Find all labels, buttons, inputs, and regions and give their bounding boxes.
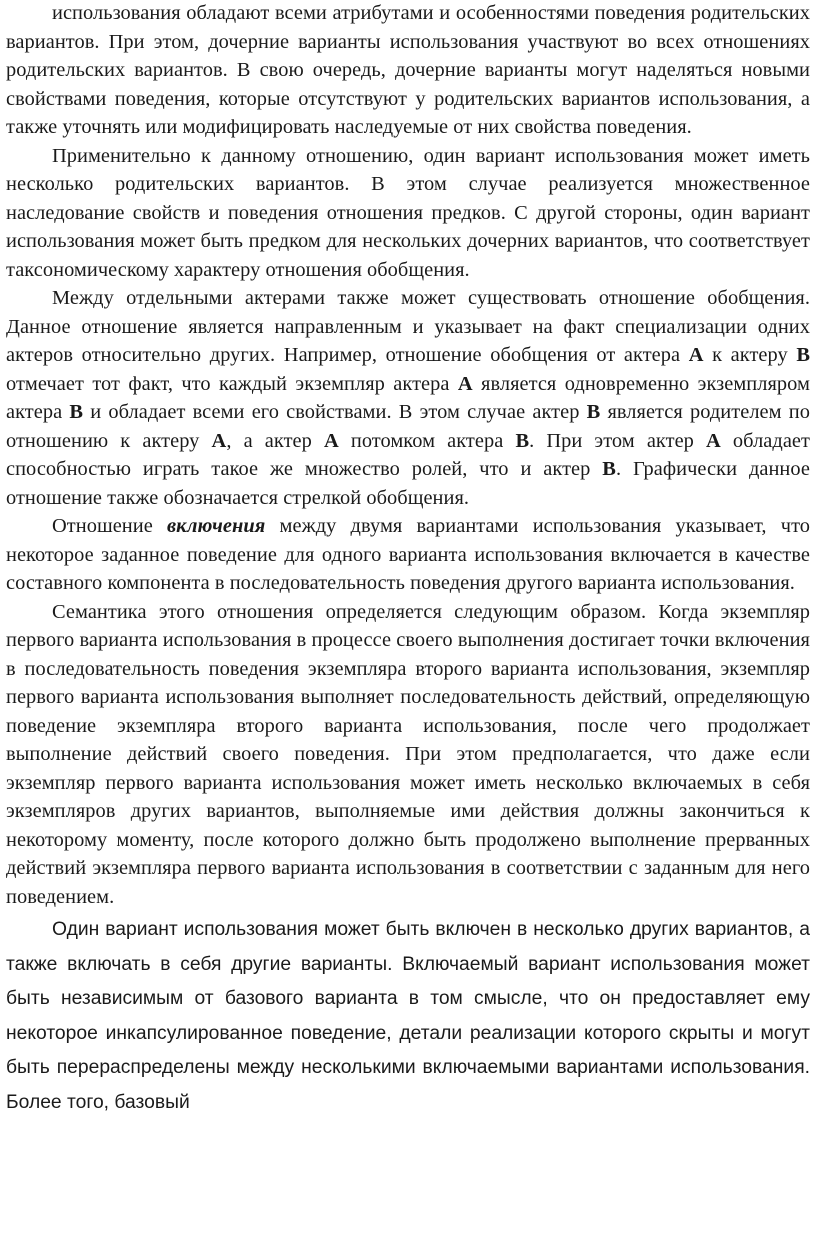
include-term: включения bbox=[167, 515, 266, 537]
actor-a-label: А bbox=[323, 429, 339, 452]
paragraph-3-text: . При этом актер bbox=[529, 429, 707, 452]
paragraph-6: Один вариант использования может быть включен в несколько других вариантов, а также включать в себя другие варианты. Включаемый вариант использования может быть независимым от базового варианта в том смысле, что он предоставляет ему некоторое инкапсулированное поведение, детали реализации которого скрыты и могут быть перераспределены между несколькими включаемыми вариантами использования. Более того, базовый bbox=[6, 919, 810, 1113]
paragraph-3-text: Между отдельными актерами также может существовать отношение обобщения. Данное отношение является направленным и указывает на факт специализации одних актеров относительно других. Например, отношение обобщения от актера bbox=[6, 287, 810, 366]
paragraph-3-text: . Графически данное отношение также обозначается стрелкой обобщения. bbox=[6, 458, 810, 509]
paragraph-3-text: является одновременно экземпляром актера bbox=[6, 372, 810, 423]
paragraph-3 bbox=[6, 284, 810, 512]
paragraph-4-text: Отношение bbox=[52, 515, 168, 537]
paragraph-4 bbox=[6, 512, 810, 598]
actor-a-label: А bbox=[706, 429, 721, 452]
actor-b-label: В bbox=[586, 401, 601, 423]
paragraph-3-text: потомком актера bbox=[338, 429, 516, 452]
paragraph-3-text: , а актер bbox=[226, 429, 324, 452]
actor-b-label: В bbox=[515, 429, 530, 452]
paragraph-1: использования обладают всеми атрибутами и особенностями поведения родительских вариантов. При этом, дочерние варианты использования участвуют во всех отношениях родительских вариантов. В свою очередь, дочерние варианты могут наделяться новыми свойствами поведения, которые отсутствуют у родительских вариантов использования, а также уточнять или модифицировать наследуемые от них свойства поведения. bbox=[6, 2, 810, 138]
actor-a-label: А bbox=[688, 344, 704, 366]
actor-a-label: А bbox=[211, 429, 227, 452]
paragraph-3-text: к актеру bbox=[703, 344, 797, 366]
actor-b-label: В bbox=[602, 458, 616, 480]
actor-a-label: А bbox=[457, 372, 473, 395]
paragraph-3-text: отмечает тот факт, что каждый экземпляр актера bbox=[6, 372, 458, 395]
actor-b-label: В bbox=[69, 401, 84, 423]
paragraph-3-text: является родителем по отношению к актеру bbox=[6, 401, 810, 452]
paragraph-4-text: между двумя вариантами использования указывает, что некоторое заданное поведение для одного варианта использования включается в качестве составного компонента в последовательность поведения другого варианта использования. bbox=[6, 515, 811, 594]
paragraph-5: Семантика этого отношения определяется следующим образом. Когда экземпляр первого варианта использования в процессе своего выполнения достигает точки включения в последовательность поведения экземпляра второго варианта использования, экземпляр первого варианта использования выполняет последовательность действий, определяющую поведение экземпляра второго варианта использования, после чего продолжает выполнение действий своего поведения. При этом предполагается, что даже если экземпляр первого варианта использования может иметь несколько включаемых в себя экземпляров других вариантов, выполняемые ими действия должны закончиться к некоторому моменту, после которого должно быть продолжено выполнение прерванных действий экземпляра первого варианта использования в соответствии с заданным для него поведением. bbox=[6, 600, 810, 908]
paragraph-3-text: обладает способностью играть такое же множество ролей, что и актер bbox=[6, 429, 810, 480]
paragraph-2: Применительно к данному отношению, один вариант использования может иметь несколько родительских вариантов. В этом случае реализуется множественное наследование свойств и поведения отношения предков. С другой стороны, один вариант использования может быть предком для нескольких дочерних вариантов, что соответствует таксономическому характеру отношения обобщения. bbox=[6, 144, 810, 281]
actor-b-label: В bbox=[796, 344, 810, 366]
paragraph-3-text: и обладает всеми его свойствами. В этом случае актер bbox=[83, 401, 587, 423]
